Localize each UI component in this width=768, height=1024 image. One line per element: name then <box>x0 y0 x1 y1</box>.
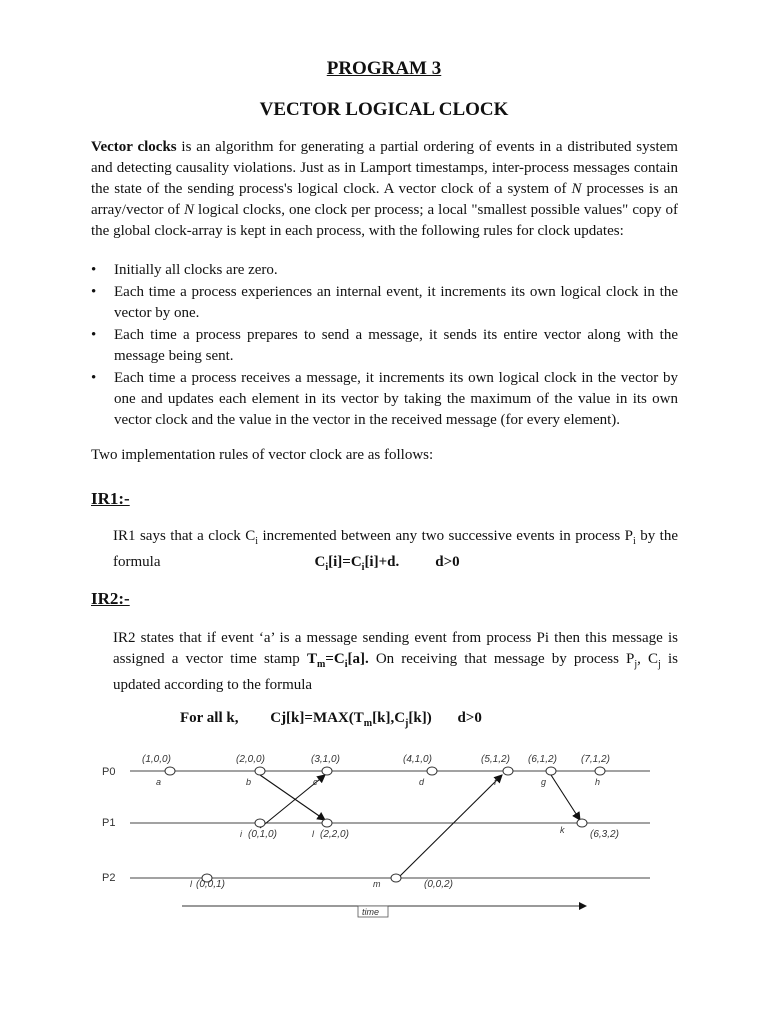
event-node <box>577 819 587 827</box>
message-arrow <box>551 775 580 820</box>
formula-part: Cj[k]=MAX(T <box>270 710 364 726</box>
timestamp-label: (2,2,0) <box>320 829 349 840</box>
ir2-formula <box>180 710 482 729</box>
timestamp-label: (2,0,0) <box>236 754 265 765</box>
formula-forall: For all k, <box>180 710 239 726</box>
ir1-paragraph <box>113 526 678 578</box>
timestamp-label: (5,1,2) <box>481 754 510 765</box>
vector-clock-diagram <box>90 745 690 925</box>
program-title: PROGRAM 3 <box>326 58 442 79</box>
intro-paragraph <box>91 137 678 242</box>
ir2-timestamp-part: [a]. <box>347 651 369 667</box>
formula-part: [k]) <box>408 710 432 726</box>
list-item: • Initially all clocks are zero. <box>91 260 678 281</box>
ir2-text: , C <box>637 651 659 667</box>
intro-text: logical clocks, one clock per process; a local "smallest possible values" copy of the global clock-array is kept in each process, with the following rules for clock updates: <box>91 202 678 239</box>
ir1-sub: i <box>632 536 636 547</box>
event-label: l <box>312 829 314 839</box>
ir1-heading: IR1:- <box>91 489 130 508</box>
event-node <box>427 767 437 775</box>
event-label: k <box>560 825 565 835</box>
formula-sub: j <box>405 718 409 729</box>
page-subtitle: VECTOR LOGICAL CLOCK <box>259 99 509 120</box>
clock-rules-list <box>91 260 678 432</box>
ir1-formula-part: [i]+d. <box>364 554 400 570</box>
event-node <box>503 767 513 775</box>
ir2-sub: j <box>634 659 638 670</box>
timestamp-label: (6,3,2) <box>590 829 619 840</box>
event-label: f <box>494 777 497 787</box>
event-node <box>391 874 401 882</box>
timestamp-label: (0,1,0) <box>248 829 277 840</box>
intro-n: N <box>184 202 195 218</box>
timestamp-label: (0,0,2) <box>424 879 453 890</box>
event-label: l <box>190 879 192 889</box>
ir1-formula <box>314 554 460 573</box>
ir1-formula-sub: i <box>325 562 329 573</box>
event-label: a <box>156 777 162 787</box>
rules-intro: Two implementation rules of vector clock are as follows: <box>91 447 434 463</box>
event-label: b <box>246 777 252 787</box>
event-label: c <box>313 777 318 787</box>
event-node <box>322 767 332 775</box>
ir2-sub: j <box>658 659 661 670</box>
time-axis-label: time <box>362 907 380 917</box>
ir2-timestamp-sub: i <box>344 659 348 670</box>
intro-text: is an algorithm for generating a partial ordering of events in a distributed system and detecting causality violations. Just as in Lamport timestamps, inter-process messages contain the state of the sending process's logical clock. A vector clock of a system of <box>91 139 678 197</box>
event-node <box>595 767 605 775</box>
timestamp-label: (1,0,0) <box>142 754 171 765</box>
ir2-timestamp-sub: m <box>316 659 326 670</box>
intro-text: processes is an array/vector of <box>91 181 678 218</box>
timestamp-label: (4,1,0) <box>403 754 432 765</box>
process-label-p1: P1 <box>102 817 116 829</box>
timestamp-label: (3,1,0) <box>311 754 340 765</box>
event-label: m <box>373 879 381 889</box>
event-node <box>546 767 556 775</box>
ir2-timestamp-part: T <box>306 651 317 667</box>
event-label: i <box>240 829 242 839</box>
ir1-text: IR1 says that a clock C <box>113 528 256 544</box>
timestamp-label: (7,1,2) <box>581 754 610 765</box>
list-item: • Each time a process receives a message, it increments its own logical clock in the vector by one and updates each element in its vector by taking the maximum of the value in its own vector clock and the value in the vector in the received message (for every element). <box>91 368 678 431</box>
ir1-formula-sub: i <box>361 562 365 573</box>
ir2-text: On receiving that message by process P <box>368 651 635 667</box>
formula-body <box>270 710 431 729</box>
ir1-text: by the formula <box>113 528 678 570</box>
ir1-text: incremented between any two successive events in process P <box>258 528 633 544</box>
event-label: d <box>419 777 425 787</box>
event-node <box>322 819 332 827</box>
timestamp-label: (0,0,1) <box>196 879 225 890</box>
list-item: • Each time a process experiences an internal event, it increments its own logical clock in the vector by one. <box>91 282 678 324</box>
message-arrow <box>400 775 502 876</box>
formula-condition: d>0 <box>457 710 482 726</box>
event-label: h <box>595 777 601 787</box>
ir1-sub: i <box>255 536 259 547</box>
ir1-formula-part: [i]=C <box>328 554 362 570</box>
process-label-p2: P2 <box>102 872 116 884</box>
ir1-formula-part: C <box>314 554 326 570</box>
ir1-formula-condition: d>0 <box>435 554 460 570</box>
intro-lead: Vector clocks <box>91 139 177 155</box>
timestamp-label: (6,1,2) <box>528 754 557 765</box>
event-node <box>255 767 265 775</box>
process-label-p0: P0 <box>102 766 116 778</box>
formula-part: [k],C <box>372 710 406 726</box>
event-node <box>255 819 265 827</box>
ir2-timestamp <box>306 651 369 670</box>
formula-sub: m <box>363 718 373 729</box>
event-label: g <box>541 777 547 787</box>
ir2-heading: IR2:- <box>91 589 130 608</box>
event-node <box>165 767 175 775</box>
ir2-paragraph <box>113 628 678 696</box>
ir2-text: is updated according to the formula <box>113 651 678 693</box>
list-item: • Each time a process prepares to send a message, it sends its entire vector along with the message being sent. <box>91 325 678 367</box>
ir2-text: IR2 states that if event ‘a’ is a message sending event from process Pi then this message is assigned a vector time stamp <box>113 630 678 667</box>
ir2-timestamp-part: =C <box>325 651 345 667</box>
intro-n: N <box>571 181 582 197</box>
